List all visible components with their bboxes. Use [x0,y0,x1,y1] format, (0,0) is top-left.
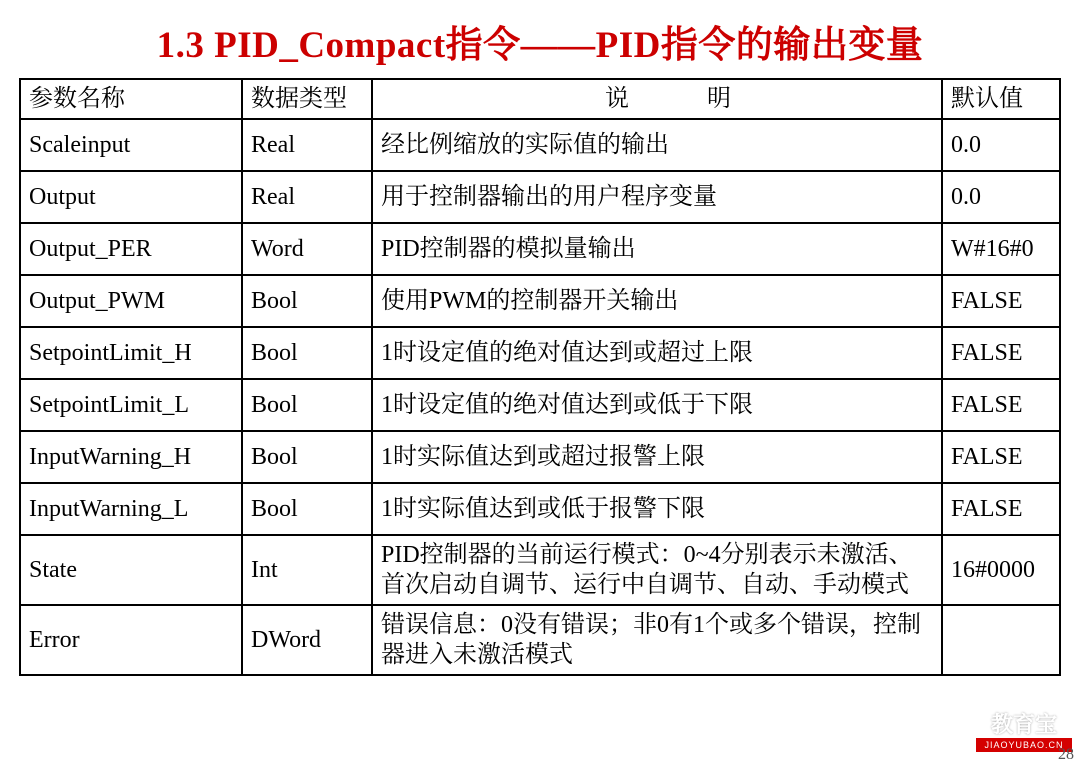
cell-data-type: Bool [242,327,372,379]
cell-data-type: Bool [242,379,372,431]
column-header-default: 默认值 [942,79,1060,119]
column-header-name: 参数名称 [20,79,242,119]
cell-default-value: 16#0000 [942,535,1060,605]
table-row [20,327,1060,379]
cell-data-type: Int [242,535,372,605]
cell-param-name: Output_PWM [20,275,242,327]
cell-description: 1时实际值达到或超过报警上限 [372,431,942,483]
column-header-type: 数据类型 [242,79,372,119]
cell-description: 错误信息：0没有错误；非0有1个或多个错误，控制器进入未激活模式 [372,605,942,675]
cell-default-value: FALSE [942,431,1060,483]
cell-data-type: Real [242,119,372,171]
cell-data-type: Bool [242,275,372,327]
cell-default-value: FALSE [942,275,1060,327]
page-title: 1.3 PID_Compact指令——PID指令的输出变量 [156,25,924,66]
table-row [20,379,1060,431]
cell-description: 1时设定值的绝对值达到或超过上限 [372,327,942,379]
cell-param-name: InputWarning_L [20,483,242,535]
cell-param-name: Error [20,605,242,675]
table-row [20,275,1060,327]
table-header-row [20,79,1060,119]
cell-default-value: FALSE [942,379,1060,431]
cell-param-name: InputWarning_H [20,431,242,483]
table-row [20,605,1060,675]
cell-default-value: 0.0 [942,119,1060,171]
cell-description: 1时实际值达到或低于报警下限 [372,483,942,535]
cell-default-value: FALSE [942,483,1060,535]
cell-description: 用于控制器输出的用户程序变量 [372,171,942,223]
table-body [20,119,1060,675]
table-row [20,119,1060,171]
cell-param-name: State [20,535,242,605]
cell-data-type: DWord [242,605,372,675]
table-row [20,483,1060,535]
cell-default-value: W#16#0 [942,223,1060,275]
table-header [20,79,1060,119]
watermark-domain: JIAOYUBAO.CN [976,738,1072,752]
cell-default-value [942,605,1060,675]
cell-param-name: SetpointLimit_H [20,327,242,379]
watermark-brand: 教育宝 [990,712,1057,737]
cell-description: PID控制器的当前运行模式：0~4分别表示未激活、首次启动自调节、运行中自调节、自动、手动模式 [372,535,942,605]
parameters-table [19,78,1061,676]
cell-param-name: Output_PER [20,223,242,275]
column-header-description: 说 明 [372,79,942,119]
cell-description: PID控制器的模拟量输出 [372,223,942,275]
cell-description: 使用PWM的控制器开关输出 [372,275,942,327]
cell-param-name: Output [20,171,242,223]
cell-description: 经比例缩放的实际值的输出 [372,119,942,171]
cell-param-name: SetpointLimit_L [20,379,242,431]
table-row [20,431,1060,483]
cell-description: 1时设定值的绝对值达到或低于下限 [372,379,942,431]
cell-data-type: Real [242,171,372,223]
cell-default-value: FALSE [942,327,1060,379]
cell-data-type: Word [242,223,372,275]
page-number: 28 [1058,746,1074,763]
cell-data-type: Bool [242,431,372,483]
cell-data-type: Bool [242,483,372,535]
table-row [20,171,1060,223]
cell-default-value: 0.0 [942,171,1060,223]
cell-param-name: Scaleinput [20,119,242,171]
table-row [20,223,1060,275]
table-row [20,535,1060,605]
